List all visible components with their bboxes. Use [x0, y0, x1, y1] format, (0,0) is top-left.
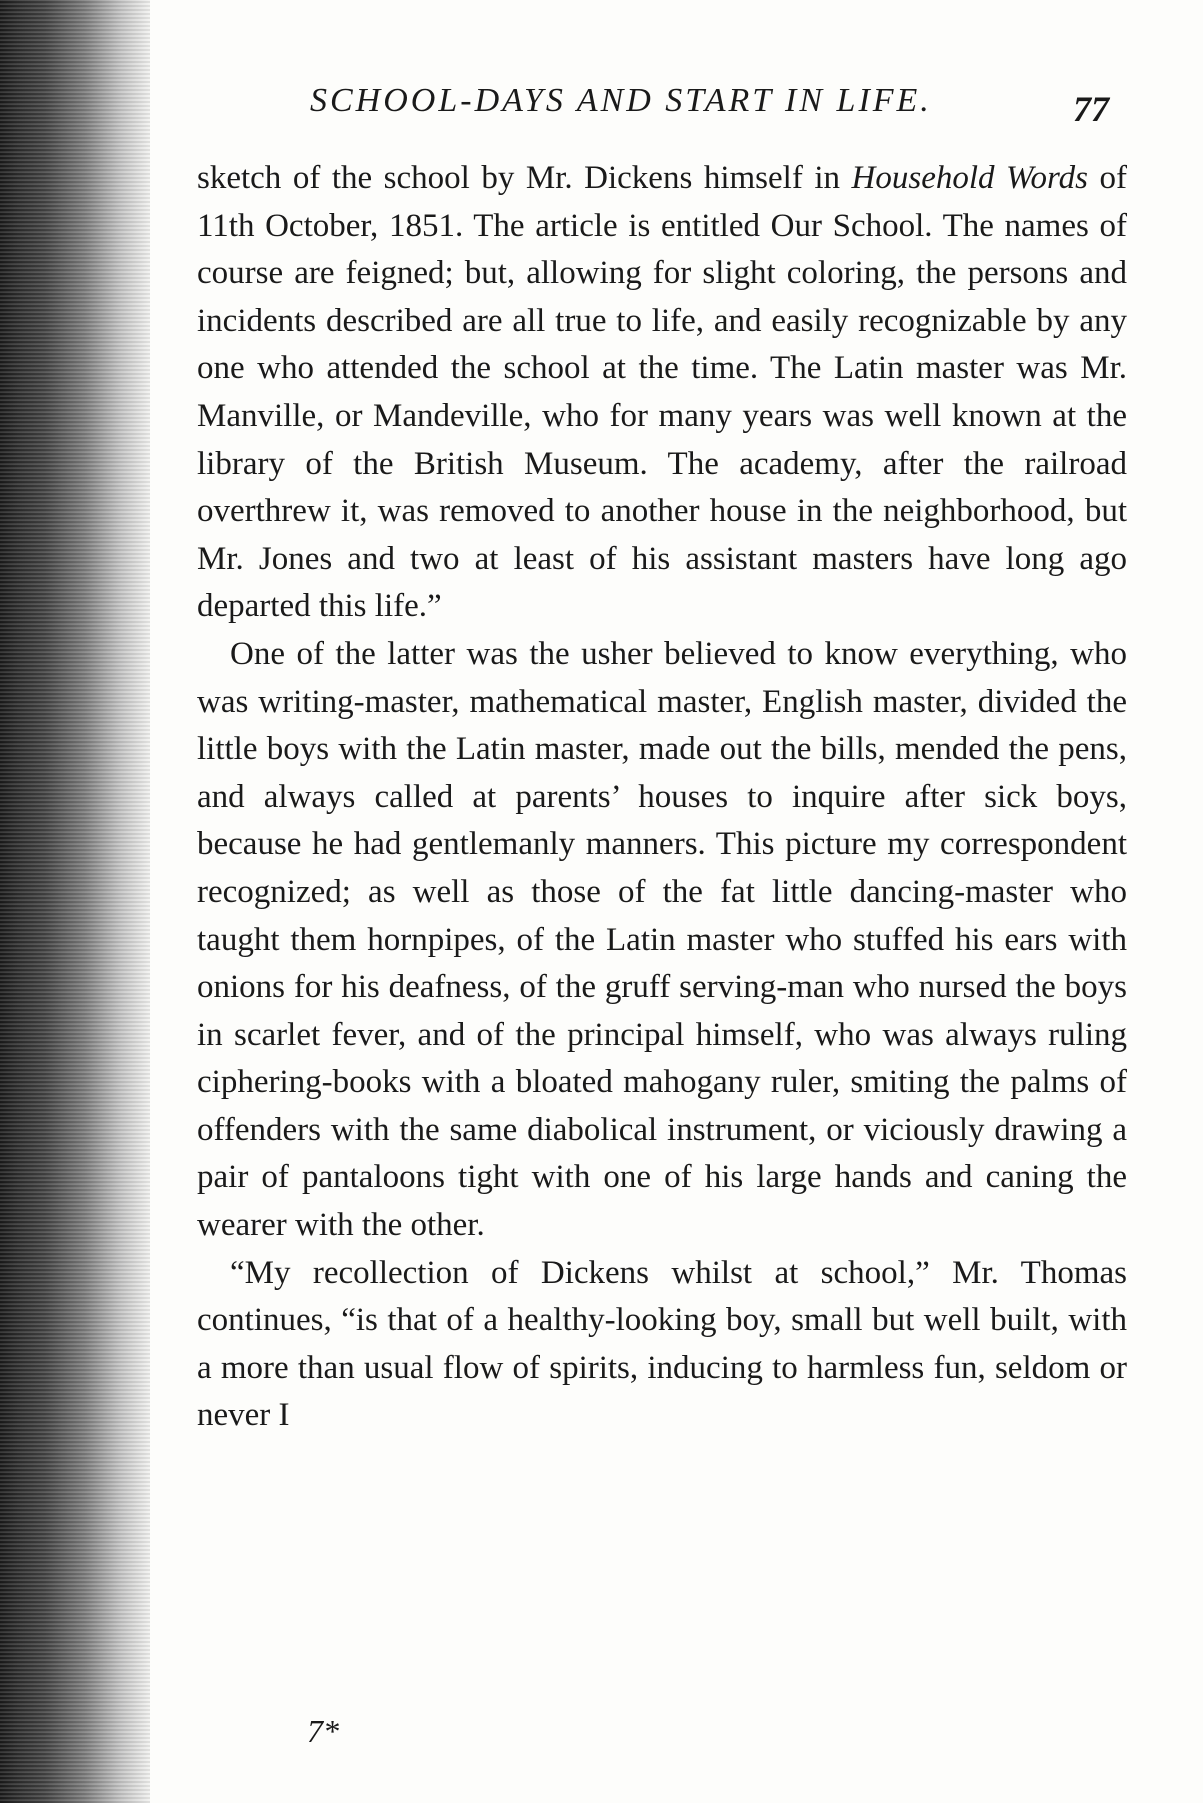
book-gutter-shadow [0, 0, 150, 1803]
paragraph-1 [197, 155, 1127, 631]
page-number: 77 [1073, 89, 1109, 129]
paragraph-3: “My recollection of Dickens whilst at school,” Mr. Thomas continues, “is that of a healthy-looking boy, small but well built, with a more than usual flow of spirits, inducing to harmless fun, seldom or never I [197, 1254, 1127, 1434]
paragraph-2: One of the latter was the usher believed to know everything, who was writing-master, mathematical master, English master, divided the little boys with the Latin master, made out the bills, mended the pens, and always called at parents’ houses to inquire after sick boys, because he had gentlemanly manners. This picture my correspondent recognized; as well as those of the fat little dancing-master who taught them hornpipes, of the Latin master who stuffed his ears with onions for his deafness, of the gruff serving-man who nursed the boys in scarlet fever, and of the principal himself, who was always ruling ciphering-books with a bloated mahogany ruler, smiting the palms of offenders with the same diabolical instrument, or viciously drawing a pair of pantaloons tight with one of his large hands and caning the wearer with the other. [197, 635, 1127, 1244]
periodical-title: Household Words [851, 160, 1088, 196]
running-title: SCHOOL-DAYS AND START IN LIFE. [310, 82, 932, 119]
signature-mark: 7* [307, 1713, 339, 1749]
page-body [197, 155, 1127, 1440]
paragraph-1-rest: of 11th October, 1851. The article is entitled Our School. The names of course are feigned; but, allowing for slight coloring, the persons and incidents described are all true to life, and easily recognizable by any one who attended the school at the time. The Latin master was Mr. Manville, or Mandeville, who for many years was well known at the library of the British Museum. The academy, after the railroad overthrew it, was removed to another house in the neighborhood, but Mr. Jones and two at least of his assistant masters have long ago departed this life.” [197, 160, 1127, 625]
page-header [310, 82, 1140, 129]
paragraph-1-start: sketch of the school by Mr. Dickens himself in [197, 160, 852, 196]
